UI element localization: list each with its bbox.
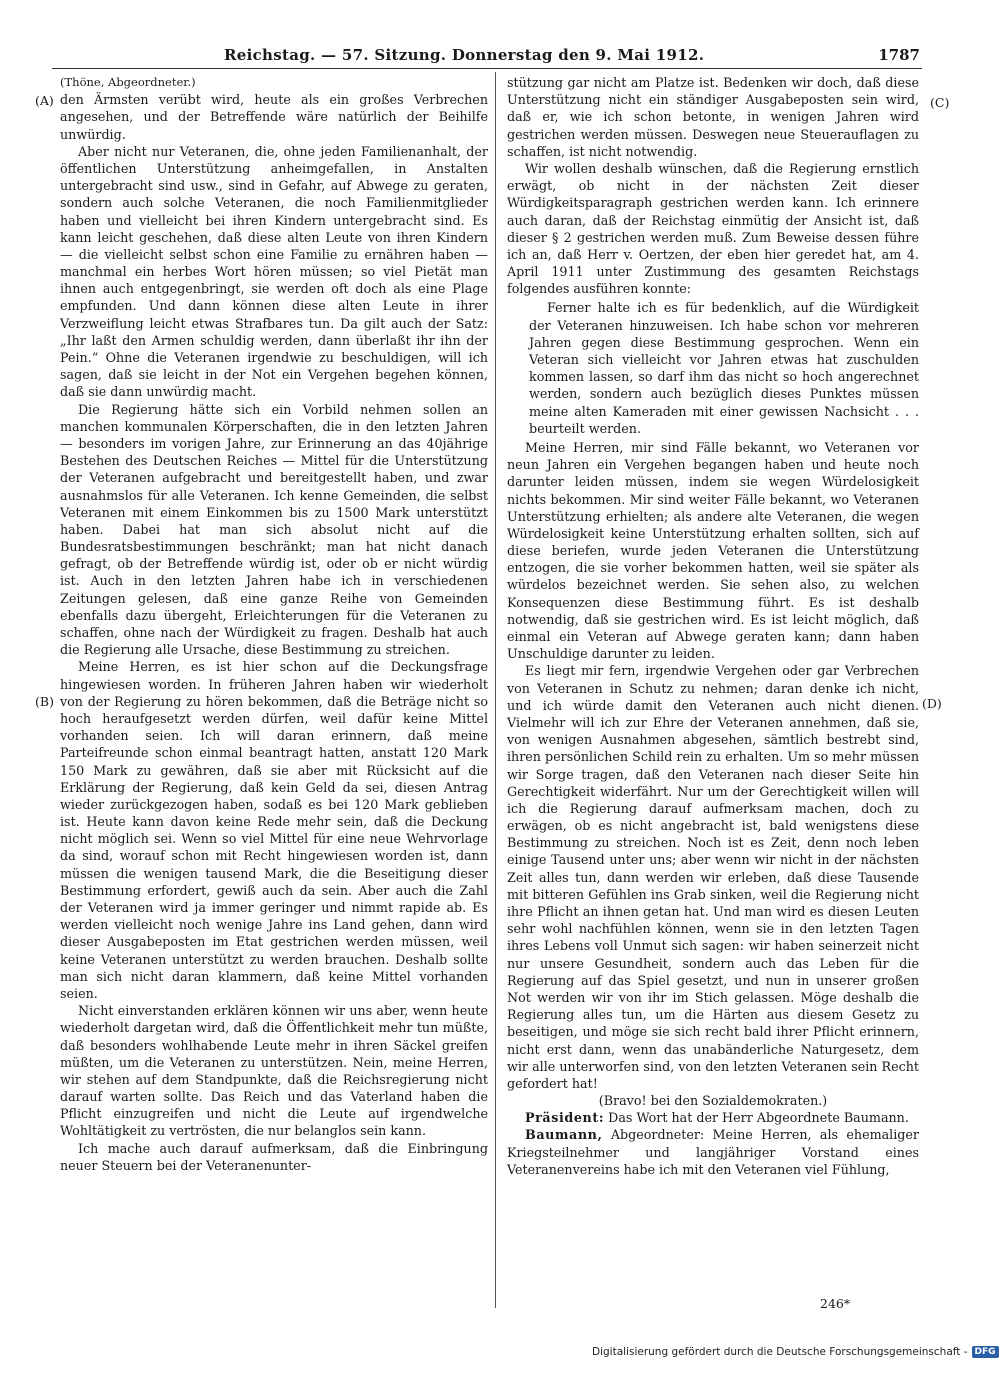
president-statement [507,1109,919,1126]
left-paragraph-3: Die Regierung hätte sich ein Vorbild nehmen sollen an manchen kommunalen Körperschaften, die in den letzten Jahren — besonders im vorigen Jahre, zur Erinnerung an das 40jährige Bestehen des Deutschen Reiches — Mittel für die Unterstützung der Veteranen aufgebracht und bereitgestellt haben, und zwar ausnahmslos für alle Veteranen. Ich kenne Gemeinden, die selbst Veteranen mit einem Einkommen bis zu 1500 Mark unterstützt haben. Dabei hat man sich absolut nicht auf die Bundesratsbestimmungen beschränkt; man hat nicht danach gefragt, ob der Betreffende würdig ist, oder ob er nicht würdig ist. Auch in den letzten Jahren habe ich in verschiedenen Zeitungen gelesen, daß eine ganze Reihe von Gemeinden ebenfalls dazu übergeht, Erleichterungen für die Veteranen zu schaffen, ohne nach der Würdigkeit zu fragen. Deshalb hat auch die Regierung alle Ursache, diese Bestimmung zu streichen. [60,401,488,658]
left-paragraph-4: Meine Herren, es ist hier schon auf die Deckungsfrage hingewiesen worden. In früheren Jahren haben wir wiederholt von der Regierung zu hören bekommen, daß die Beträge nicht so hoch heraufgesetzt werden dürfen, weil dafür keine Mittel vorhanden seien. Ich will daran erinnern, daß meine Parteifreunde schon einmal beantragt hatten, anstatt 120 Mark 150 Mark zu gewähren, daß sie aber mit Rücksicht auf die Erklärung der Regierung, daß kein Geld da sei, diesen Antrag wieder zurückgezogen haben, sodaß es bei 120 Mark geblieben ist. Heute kann davon keine Rede mehr sein, daß die Deckung nicht möglich sei. Wenn so viel Mittel für eine neue Wehrvorlage da sind, worauf schon mit Recht hingewiesen worden ist, dann müssen die wenigen tausend Mark, die die Beseitigung dieser Bestimmung erfordert, gewiß auch da sein. Aber auch die Zahl der Veteranen wird ja immer geringer und nimmt rapide ab. Es werden vielleicht noch wenige Jahre ins Land gehen, dann wird dieser Ausgabeposten im Etat gestrichen werden müssen, weil keine Veteranen unterstützt zu werden brauchen. Deshalb sollte man sich nicht daran klammern, daß keine Mittel vorhanden seien. [60,659,488,1001]
page-number: 1787 [878,46,920,64]
page-header [50,44,920,66]
left-paragraph-1: den Ärmsten verübt wird, heute als ein großes Verbrechen angesehen, und der Betreffende wäre natürlich der Beihilfe unwürdig. [60,92,488,142]
signature-mark: 246* [820,1296,851,1311]
right-column [507,74,919,1178]
president-text: Das Wort hat der Herr Abgeordnete Baumann. [608,1110,909,1126]
margin-marker-d: (D) [922,696,942,711]
right-paragraph-2: Wir wollen deshalb wünschen, daß die Regierung ernstlich erwägt, ob nicht in der nächsten Zeit dieser Würdigkeitsparagraph gestrichen werden kann. Ich erinnere auch daran, daß der Reichstag einmütig der Ansicht ist, daß dieser § 2 gestrichen werden muß. Zum Beweise dessen führe ich an, daß Herr v. Oertzen, der eben hier geredet hat, am 4. April 1911 unter Zustimmung des gesamten Reichstags folgendes ausführen konnte: [507,160,919,297]
column-divider [495,72,496,1308]
baumann-text: Abgeordneter: Meine Herren, als ehemaliger Kriegsteilnehmer und langjähriger Vorstand eines Veteranenvereins habe ich mit den Veteranen viel Fühlung, [507,1127,919,1177]
left-paragraph-6: Ich mache auch darauf aufmerksam, daß die Einbringung neuer Steuern bei der Veteranenunter- [60,1140,488,1173]
dfg-logo: DFG [972,1346,999,1358]
margin-marker-c: (C) [930,95,950,110]
applause-note: (Bravo! bei den Sozialdemokraten.) [598,1093,828,1109]
left-paragraph-2: Aber nicht nur Veteranen, die, ohne jeden Familienanhalt, der öffentlichen Unterstützung anheimgefallen, in Anstalten untergebracht sind usw., sind in Gefahr, auf Abwege zu geraten, sondern auch solche Veteranen, die noch Familienmitglieder haben und vielleicht bei ihren Kindern untergebracht sind. Es kann leicht geschehen, daß diese alten Leute von ihren Kindern — die vielleicht selbst schon eine Familie zu ernähren haben — manchmal ein herbes Wort hören müssen; so viel Pietät man ihnen auch entgegenbringt, sie werden oft doch als eine Plage empfunden. Und dann können diese alten Leute in ihrer Verzweiflung leicht etwas Strafbares tun. Da gilt auch der Satz: „Ihr laßt den Armen schuldig werden, dann überlaßt ihr ihn der Pein.“ Ohne die Veteranen irgendwie zu beschuldigen, will ich sagen, daß sie leicht in der Not ein Vergehen begehen können, daß sie dann unwürdig macht. [60,143,488,400]
footer-credit [592,1346,999,1358]
header-rule [52,68,922,69]
baumann-label: Baumann, [525,1127,603,1143]
right-paragraph-1: stützung gar nicht am Platze ist. Bedenken wir doch, daß diese Unterstützung nicht ein ständiger Ausgabeposten sein wird, daß er, wie ich schon betonte, in wenigen Jahren wird gestrichen werden müssen. Deswegen neue Steuerauflagen zu schaffen, ist nicht notwendig. [507,75,919,159]
header-title: Reichstag. — 57. Sitzung. Donnerstag den 9. Mai 1912. [223,46,705,64]
quotation: Ferner halte ich es für bedenklich, auf die Würdigkeit der Veteranen hinzuweisen. Ich habe schon vor mehreren Jahren gegen diese Bestimmung gesprochen. Wenn ein Veteran sich vielleicht vor Jahren etwas hat zuschulden kommen lassen, so darf ihm das nicht so hoch angerechnet werden, sondern auch bezüglich dieses Punktes müssen meine alten Kameraden mit einer gewissen Nachsicht . . . beurteilt werden. [529,300,919,436]
baumann-statement [507,1126,919,1178]
right-paragraph-3: Meine Herren, mir sind Fälle bekannt, wo Veteranen vor neun Jahren ein Vergehen begangen haben und heute noch darunter leiden müssen, indem sie wegen Würdelosigkeit nichts bekommen. Mir sind weiter Fälle bekannt, wo Veteranen Unterstützung erhielten; als andere alte Veteranen, die wegen Würdelosigkeit keine Unterstützung erhalten sollten, sich auf diese beriefen, wurde jeden Veteranen die Unterstützung entzogen, die sie vorher bekommen hatten, weil sie später als würdelos bezeichnet werden. Sie sehen also, zu welchen Konsequenzen diese Bestimmung führt. Es ist deshalb notwendig, daß sie gestrichen wird. Es ist leicht möglich, daß einmal ein Veteran auf Abwege geraten kann; dann haben Unschuldige darunter zu leiden. [507,439,919,662]
margin-marker-b: (B) [35,694,54,709]
president-label: Präsident: [525,1110,605,1126]
margin-marker-a: (A) [35,93,54,108]
left-paragraph-5: Nicht einverstanden erklären können wir uns aber, wenn heute wiederholt dargetan wird, daß die Öffentlichkeit mehr tun müßte, daß besonders wohlhabende Leute mehr in ihren Säckel greifen müßten, um die Veteranen zu unterstützen. Nein, meine Herren, wir stehen auf dem Standpunkte, daß die Reichsregierung nicht darauf warten sollte. Das Reich und das Vaterland haben die Pflicht einzugreifen und nicht die Leute auf irgendwelche Wohltätigkeit zu vertrösten, die nur belanglos sein kann. [60,1003,488,1139]
right-paragraph-4: Es liegt mir fern, irgendwie Vergehen oder gar Verbrechen von Veteranen in Schutz zu nehmen; daran denke ich nicht, und ich würde damit den Veteranen auch nicht dienen. Vielmehr will ich zur Ehre der Veteranen annehmen, daß sie, von wenigen Ausnahmen abgesehen, sämtlich bestrebt sind, ihren persönlichen Schild rein zu erhalten. Um so mehr müssen wir Sorge tragen, daß den Veteranen nach dieser Seite hin Gerechtigkeit widerfährt. Nur um der Gerechtigkeit willen will ich die Regierung darauf aufmerksam machen, doch zu erwägen, ob es nicht angebracht ist, bald wenigstens diese Bestimmung zu streichen. Noch ist es Zeit, denn noch leben einige Tausend unter uns; aber wenn wir nicht in der nächsten Zeit alles tun, dann werden wir erleben, daß diese Tausende mit bitteren Gefühlen ins Grab sinken, weil die Regierung nicht ihre Pflicht an ihnen getan hat. Und man wird es diesen Leuten sehr wohl nachfühlen können, wenn sie in den letzten Tagen ihres Lebens voll Unmut sich sagen: wir haben seinerzeit nicht nur unsere Gesundheit, sondern auch das Leben für die Regierung auf das Spiel gesetzt, und nun in unserer großen Not werden wir von ihr im Stich gelassen. Möge deshalb die Regierung alles tun, um die Härten aus diesem Gesetz zu beseitigen, und möge sie sich recht bald ihrer Pflicht erinnern, nicht erst dann, wenn das unabänderliche Naturgesetz, dem wir alle unterworfen sind, von den letzten Veteranen sein Recht gefordert hat! [507,663,919,1091]
footer-text: Digitalisierung gefördert durch die Deutsche Forschungsgemeinschaft - [592,1346,968,1358]
left-column [60,74,488,1174]
speaker-tag: (Thöne, Abgeordneter.) [60,75,196,89]
